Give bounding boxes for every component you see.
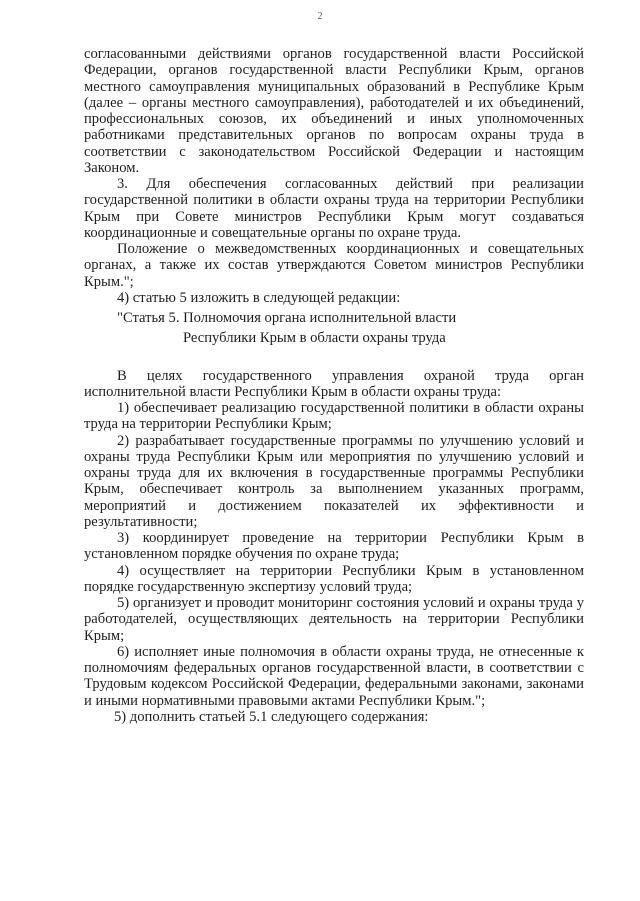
list-item-6: 6) исполняет иные полномочия в области охраны труда, не отнесенные к полномочиям федеральных органов государственной власти, в соответствии с Трудовым кодексом Российской Федерации, федеральными законами, законами и иными нормативными правовыми актами Республики Крым.";	[84, 643, 584, 709]
paragraph-intro: В целях государственного управления охраной труда орган исполнительной власти Республики Крым в области охраны труда:	[84, 367, 584, 400]
article-heading-line-1: "Статья 5. Полномочия органа исполнительной власти	[117, 310, 457, 326]
paragraph-continuation: согласованными действиями органов государственной власти Российской Федерации, органов государственной власти Республики Крым, органов местного самоуправления муниципальных образований в Республике Крым (далее – органы местного самоуправления), работодателей и их объединений, профессиональных союзов, их объединений и иных уполномоченных работниками представительных органов по вопросам охраны труда в соответствии с законодательством Российской Федерации и настоящим Законом.	[84, 46, 584, 176]
list-item-1: 1) обеспечивает реализацию государственной политики в области охраны труда на территории Республики Крым;	[84, 400, 584, 433]
paragraph-regulation: Положение о межведомственных координационных и совещательных органах, а также их состав утверждаются Советом министров Республики Крым.";	[84, 241, 584, 290]
page-number: 2	[317, 11, 323, 22]
list-item-2: 2) разрабатывает государственные программы по улучшению условий и охраны труда Республики Крым или мероприятия по улучшению условий и охраны труда для их включения в государственные программы Республики Крым, обеспечивает контроль за выполнением указанных программ, мероприятий и достижением показателей их эффективности и результативности;	[84, 432, 584, 530]
list-item-4: 4) осуществляет на территории Республики Крым в установленном порядке государственную экспертизу условий труда;	[84, 562, 584, 595]
document-body	[84, 46, 584, 725]
article-heading-line-2: Республики Крым в области охраны труда	[183, 330, 446, 347]
paragraph-amendment-4: 4) статью 5 изложить в следующей редакции:	[117, 289, 401, 306]
paragraph-item-3: 3. Для обеспечения согласованных действий при реализации государственной политики в области охраны труда на территории Республики Крым при Совете министров Республики Крым могут создаваться координационные и совещательные органы по охране труда.	[84, 176, 584, 241]
list-item-3: 3) координирует проведение на территории Республики Крым в установленном порядке обучения по охране труда;	[84, 530, 584, 563]
paragraph-amendment-5: 5) дополнить статьей 5.1 следующего содержания:	[114, 708, 429, 725]
list-item-5: 5) организует и проводит мониторинг состояния условий и охраны труда у работодателей, осуществляющих деятельность на территории Республики Крым;	[84, 595, 584, 644]
